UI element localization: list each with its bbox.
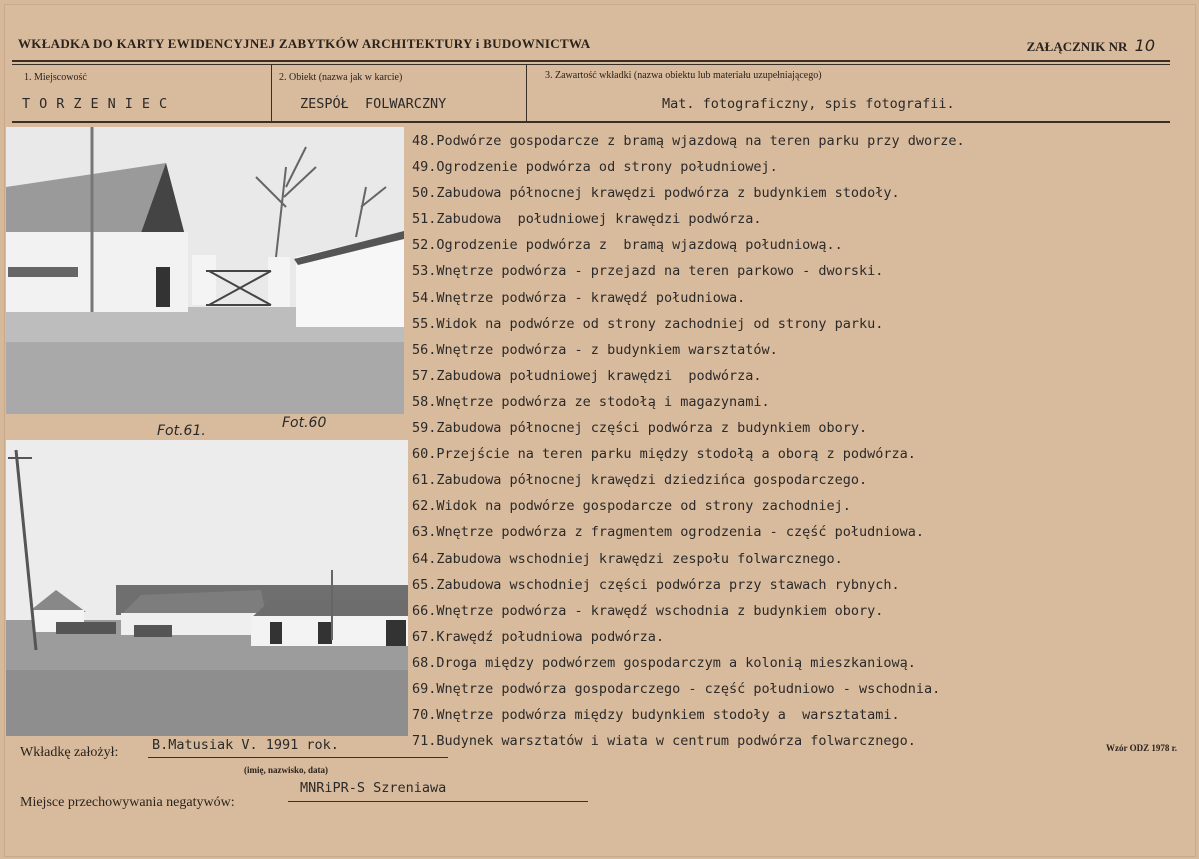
list-item: 63.Wnętrze podwórza z fragmentem ogrodzenia - część południowa. — [412, 524, 925, 541]
annex-label — [1027, 36, 1155, 55]
list-item: 48.Podwórze gospodarcze z bramą wjazdową na teren parku przy dworze. — [412, 133, 965, 149]
list-item: 67.Krawędź południowa podwórza. — [412, 628, 664, 645]
list-item: 69.Wnętrze podwórza gospodarczego - część południowo - wschodnia. — [412, 680, 941, 697]
created-by-line — [148, 757, 448, 758]
list-item: 58.Wnętrze podwórza ze stodołą i magazynami. — [412, 393, 770, 410]
list-item: 55.Widok na podwórze od strony zachodniej od strony parku. — [412, 315, 884, 332]
field-3-value: Mat. fotograficzny, spis fotografii. — [662, 96, 955, 112]
list-item: 51.Zabudowa południowej krawędzi podwórza. — [412, 211, 762, 228]
header-rule — [12, 60, 1170, 62]
storage-label: Miejsce przechowywania negatywów: — [20, 795, 235, 810]
created-by-hint: (imię, nazwisko, data) — [244, 765, 328, 775]
photo-fot-60-image — [6, 440, 408, 736]
list-item: 68.Droga między podwórzem gospodarczym a kolonią mieszkaniową. — [412, 654, 916, 671]
header-rule-thin — [12, 64, 1170, 65]
list-item: 62.Widok na podwórze gospodarcze od strony zachodniej. — [412, 498, 851, 515]
list-item: 52.Ogrodzenie podwórza z bramą wjazdową południową.. — [412, 237, 843, 254]
photo-fot-61 — [6, 127, 404, 414]
caption-fot-60: Fot.60 — [282, 415, 327, 431]
storage-line — [288, 801, 588, 802]
created-by-label: Wkładkę założył: — [20, 745, 119, 760]
photo-list — [412, 131, 965, 757]
list-item: 56.Wnętrze podwórza - z budynkiem warsztatów. — [412, 341, 778, 358]
field-divider-2 — [526, 64, 527, 122]
field-1-value: TORZENIEC — [22, 96, 177, 112]
form-code: Wzór ODZ 1978 r. — [1106, 743, 1177, 753]
list-item: 65.Zabudowa wschodniej części podwórza przy stawach rybnych. — [412, 576, 900, 593]
annex-number: 10 — [1134, 36, 1155, 55]
fields-rule — [12, 121, 1170, 123]
list-item: 57.Zabudowa południowej krawędzi podwórza. — [412, 367, 762, 384]
list-item: 59.Zabudowa północnej części podwórza z budynkiem obory. — [412, 420, 868, 437]
list-item: 49.Ogrodzenie podwórza od strony południowej. — [412, 159, 778, 176]
list-item: 66.Wnętrze podwórza - krawędź wschodnia z budynkiem obory. — [412, 602, 884, 619]
list-item: 64.Zabudowa wschodniej krawędzi zespołu folwarcznego. — [412, 550, 843, 567]
list-item: 61.Zabudowa północnej krawędzi dziedzińca gospodarczego. — [412, 472, 868, 489]
field-divider-1 — [271, 64, 272, 122]
list-item: 50.Zabudowa północnej krawędzi podwórza z budynkiem stodoły. — [412, 185, 900, 202]
list-item: 71.Budynek warsztatów i wiata w centrum podwórza folwarcznego. — [412, 733, 916, 750]
storage-value: MNRiPR-S Szreniawa — [300, 780, 447, 796]
list-item: 54.Wnętrze podwórza - krawędź południowa. — [412, 289, 746, 306]
caption-fot-61: Fot.61. — [157, 423, 206, 439]
field-1-label: 1. Miejscowość — [24, 72, 87, 83]
field-2-value: ZESPÓŁ FOLWARCZNY — [300, 96, 447, 112]
list-item: 70.Wnętrze podwórza między budynkiem stodoły a warsztatami. — [412, 707, 900, 724]
photo-fot-60 — [6, 440, 408, 736]
list-item: 60.Przejście na teren parku między stodołą a oborą z podwórza. — [412, 446, 916, 463]
list-item: 53.Wnętrze podwórza - przejazd na teren parkowo - dworski. — [412, 263, 884, 280]
form-title: WKŁADKA DO KARTY EWIDENCYJNEJ ZABYTKÓW ARCHITEKTURY i BUDOWNICTWA — [18, 36, 591, 51]
photo-fot-61-image — [6, 127, 404, 414]
field-3-label: 3. Zawartość wkładki (nazwa obiektu lub materiału uzupełniającego) — [545, 70, 822, 81]
field-2-label: 2. Obiekt (nazwa jak w karcie) — [279, 72, 403, 83]
created-by-value: B.Matusiak V. 1991 rok. — [152, 737, 339, 753]
annex-label-text: ZAŁĄCZNIK NR — [1026, 39, 1128, 54]
